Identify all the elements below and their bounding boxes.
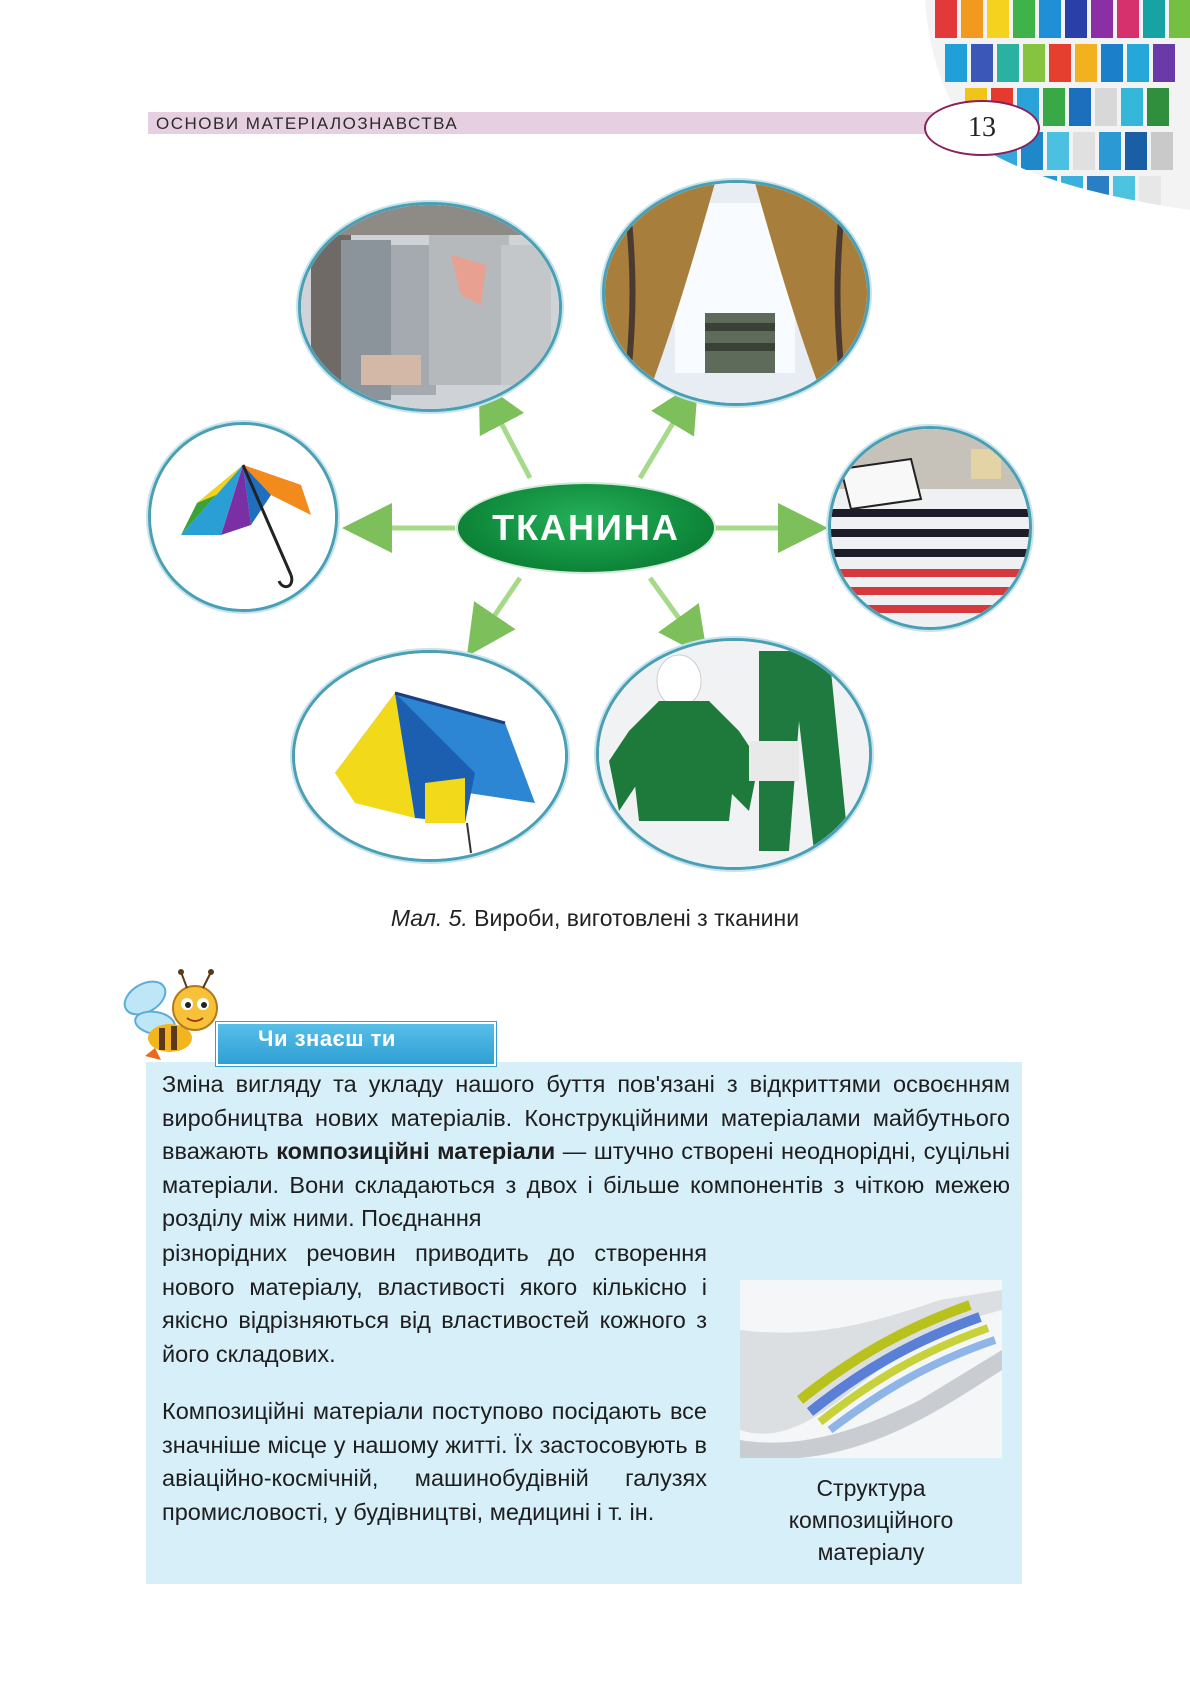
bee-icon [115, 968, 235, 1068]
photo-bedding [828, 426, 1032, 630]
arrow-to-curtains [640, 398, 688, 478]
curtains-icon [605, 183, 867, 403]
info-paragraph-3: Композиційні матеріали поступово посідають все значніше місце у нашому житті. Їх застосовують в авіаційно-космічній, машинобудівній галузях промисловості, у будівництві, медицині і т. ін. [162, 1398, 707, 1525]
figure-caption-text: Вироби, виготовлені з тканини [467, 905, 800, 931]
info-box-tab-label: Чи знаєш ти [258, 1026, 396, 1051]
arrow-to-sportswear [650, 578, 696, 642]
info-paragraph-1-term: композиційні матеріали [276, 1138, 556, 1164]
figure-caption-label: Мал. 5. [390, 905, 468, 931]
composite-image-caption: Структура композиційного матеріалу [788, 1475, 954, 1565]
clothes-rack-icon [301, 205, 559, 409]
composite-material-image [740, 1280, 1002, 1458]
photo-tent [292, 650, 568, 862]
arrow-to-tent [478, 578, 520, 640]
tent-icon [295, 653, 565, 859]
composite-layers-icon [740, 1280, 1002, 1458]
page-number: 13 [924, 100, 1040, 156]
info-paragraph-1-part1: Зміна вигляду та укладу нашого буття пов'язані з відкриттями освоєнням виробництва нових матеріалів. Конструкційними матеріалами майбутнього вважають [162, 1071, 1010, 1164]
section-title: ОСНОВИ МАТЕРІАЛОЗНАВСТВА [156, 114, 459, 133]
umbrella-icon [151, 425, 335, 609]
center-hub: ТКАНИНА [458, 484, 714, 572]
photo-umbrella [148, 422, 338, 612]
sportswear-icon [599, 641, 869, 867]
photo-curtains [602, 180, 870, 406]
arrow-to-clothes [488, 398, 530, 478]
figure-caption [0, 905, 1190, 932]
bedding-icon [831, 429, 1029, 627]
info-paragraph-1-part2: — штучно створені неоднорідні, суцільні матеріали. Вони складаються з двох і більше компонентів з чіткою межею розділу між ними. Поєднання [162, 1138, 1010, 1231]
photo-sportswear [596, 638, 872, 870]
info-paragraph-1 [162, 1068, 1010, 1236]
photo-clothes [298, 202, 562, 412]
info-paragraph-2: різнорідних речовин приводить до створення нового матеріалу, властивості якого кількісно і якісно відрізняються від властивостей кожного з його складових. [162, 1240, 707, 1367]
